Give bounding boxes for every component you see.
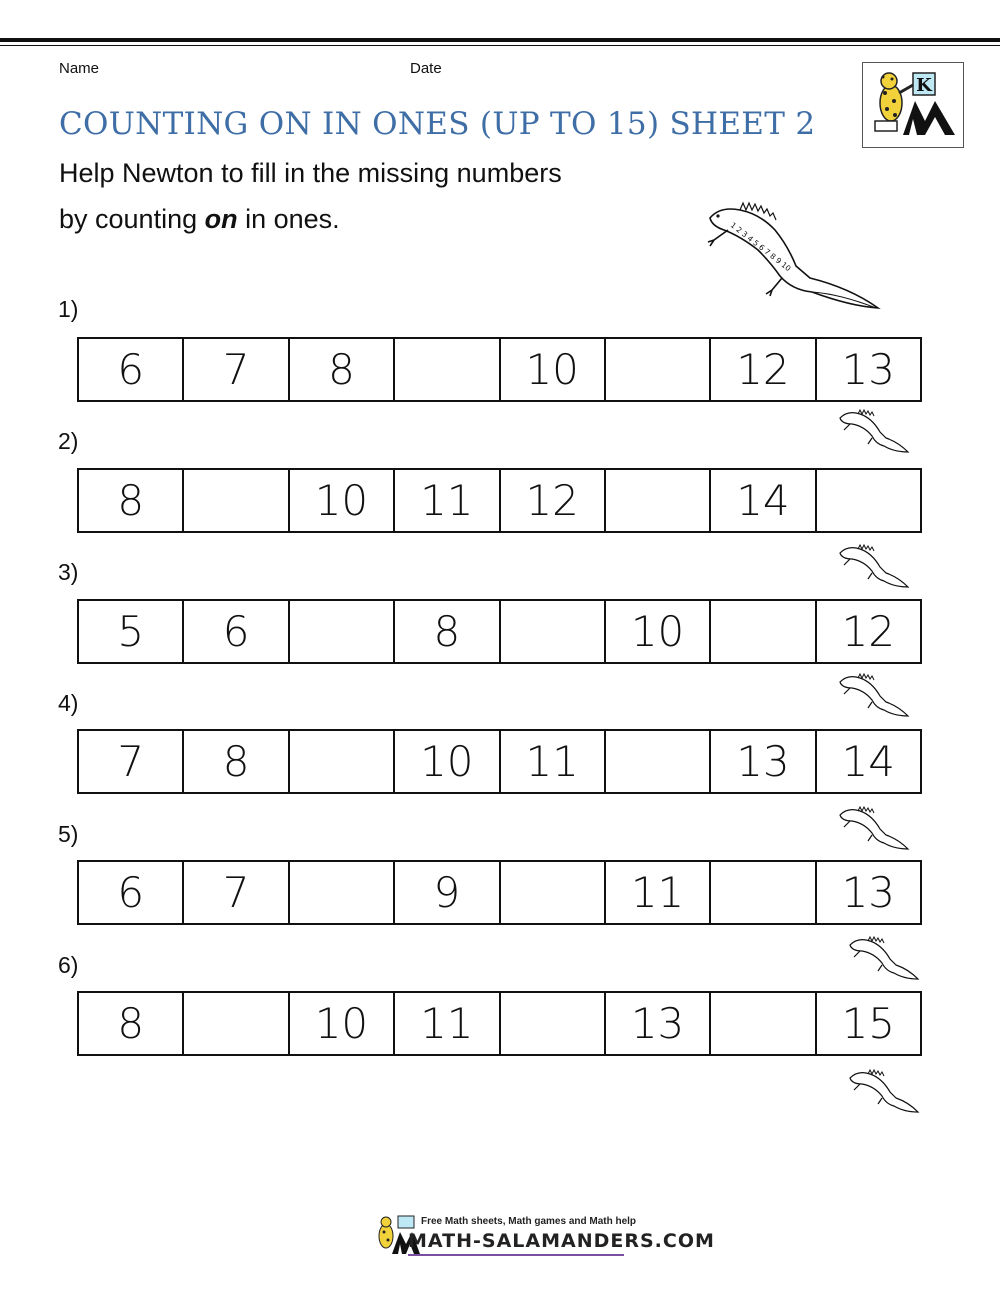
question-5-number-track	[77, 860, 922, 925]
site-footer-logo[interactable]	[372, 1212, 715, 1258]
question-3-number-track	[77, 599, 922, 664]
q3-cell-7-blank[interactable]	[711, 601, 816, 662]
name-label: Name	[59, 60, 100, 77]
q5-cell-7-blank[interactable]	[711, 862, 816, 923]
instruction-text-a: by counting	[59, 204, 205, 234]
q1-cell-2: 7	[184, 339, 289, 400]
q2-cell-1: 8	[79, 470, 184, 531]
q2-cell-8-blank[interactable]	[817, 470, 920, 531]
page-title: COUNTING ON IN ONES (UP TO 15) SHEET 2	[59, 106, 816, 142]
q4-cell-4: 10	[395, 731, 500, 792]
newton-small-icon	[836, 805, 912, 853]
q6-cell-8: 15	[841, 999, 896, 1048]
top-rule	[0, 38, 1000, 42]
q2-cell-7: 14	[711, 470, 816, 531]
newton-tail-numbers: 1 2 3 4 5 6 7 8 9 10	[728, 220, 793, 274]
q3-cell-2: 6	[184, 601, 289, 662]
q6-cell-3: 10	[290, 993, 395, 1054]
question-4-label: 4)	[58, 690, 79, 716]
q5-cell-8: 13	[841, 868, 896, 917]
instruction-line-2	[59, 204, 340, 235]
q4-cell-8: 14	[841, 737, 896, 786]
top-rule-thin	[0, 45, 1000, 46]
q5-cell-1: 6	[79, 862, 184, 923]
footer-underline	[408, 1254, 624, 1256]
footer-brand: MATH-SALAMANDERS.COM	[408, 1230, 715, 1252]
instruction-line-1: Help Newton to fill in the missing numbers	[59, 158, 562, 188]
logo-letter: K	[916, 75, 932, 96]
date-label: Date	[410, 60, 442, 77]
q5-cell-4: 9	[395, 862, 500, 923]
question-2-number-track	[77, 468, 922, 533]
q5-cell-2: 7	[184, 862, 289, 923]
q6-cell-2-blank[interactable]	[184, 993, 289, 1054]
newton-small-icon	[836, 408, 912, 456]
question-1-number-track	[77, 337, 922, 402]
q6-cell-6: 13	[606, 993, 711, 1054]
newton-small-icon	[846, 935, 922, 983]
question-1-label: 1)	[58, 296, 79, 322]
instruction-text-b: in ones.	[237, 204, 340, 234]
question-3-label: 3)	[58, 559, 79, 585]
q4-cell-1: 7	[79, 731, 184, 792]
footer-tagline: Free Math sheets, Math games and Math help	[421, 1216, 637, 1227]
q3-cell-5-blank[interactable]	[501, 601, 606, 662]
q6-cell-5-blank[interactable]	[501, 993, 606, 1054]
q1-cell-4-blank[interactable]	[395, 339, 500, 400]
q2-cell-6-blank[interactable]	[606, 470, 711, 531]
instruction-emphasis: on	[204, 204, 238, 234]
newton-salamander-illustration	[700, 196, 890, 316]
q1-cell-7: 12	[711, 339, 816, 400]
newton-small-icon	[846, 1068, 922, 1116]
q5-cell-3-blank[interactable]	[290, 862, 395, 923]
q6-cell-7-blank[interactable]	[711, 993, 816, 1054]
question-6-label: 6)	[58, 952, 79, 978]
newton-small-icon	[836, 672, 912, 720]
q3-cell-3-blank[interactable]	[290, 601, 395, 662]
q5-cell-6: 11	[606, 862, 711, 923]
question-6-number-track	[77, 991, 922, 1056]
question-5-label: 5)	[58, 821, 79, 847]
q3-cell-8: 12	[841, 607, 896, 656]
q2-cell-3: 10	[290, 470, 395, 531]
q2-cell-5: 12	[501, 470, 606, 531]
q1-cell-6-blank[interactable]	[606, 339, 711, 400]
question-4-number-track	[77, 729, 922, 794]
q1-cell-1: 6	[79, 339, 184, 400]
q3-cell-1: 5	[79, 601, 184, 662]
q6-cell-1: 8	[79, 993, 184, 1054]
q4-cell-2: 8	[184, 731, 289, 792]
q4-cell-7: 13	[711, 731, 816, 792]
q4-cell-5: 11	[501, 731, 606, 792]
q6-cell-4: 11	[395, 993, 500, 1054]
q3-cell-4: 8	[395, 601, 500, 662]
question-2-label: 2)	[58, 428, 79, 454]
newton-small-icon	[836, 543, 912, 591]
q1-cell-5: 10	[501, 339, 606, 400]
q1-cell-3: 8	[290, 339, 395, 400]
q4-cell-6-blank[interactable]	[606, 731, 711, 792]
kindergarten-logo	[862, 62, 964, 148]
q4-cell-3-blank[interactable]	[290, 731, 395, 792]
q2-cell-2-blank[interactable]	[184, 470, 289, 531]
q1-cell-8: 13	[841, 345, 896, 394]
q3-cell-6: 10	[606, 601, 711, 662]
q5-cell-5-blank[interactable]	[501, 862, 606, 923]
q2-cell-4: 11	[395, 470, 500, 531]
